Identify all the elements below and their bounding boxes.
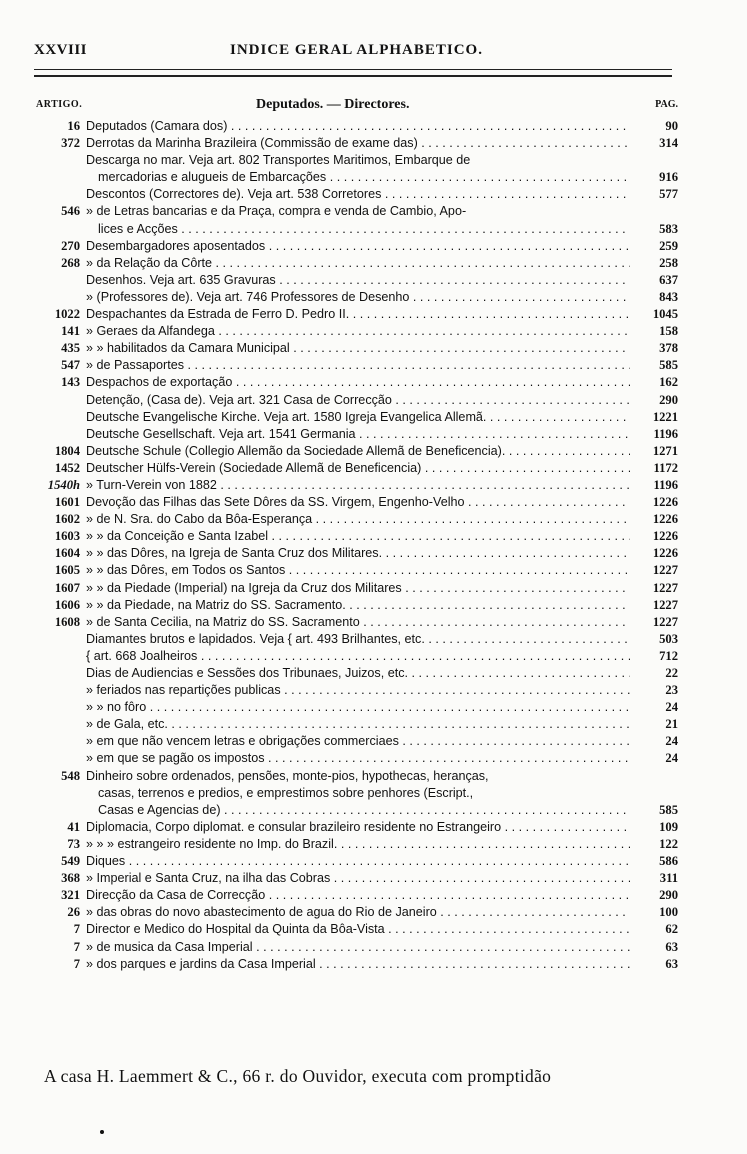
page-ref: 109 [659,819,678,834]
index-entry [34,255,678,272]
entry-text: Deutscher Hülfs-Verein (Sociedade Allemã de Beneficencia) . . . [86,460,630,477]
page-ref: 63 [665,956,678,971]
page-ref: 583 [659,221,678,236]
ink-dot [100,1130,104,1134]
article-number: 73 [67,836,80,851]
page-ref: 1045 [652,307,678,322]
entry-text: » de Passaportes . . . [86,357,630,374]
page-ref: 1226 [652,512,678,527]
article-number: 1804 [54,443,80,458]
page-ref: 158 [659,324,678,339]
index-entry [34,750,678,767]
entry-text: » » da Conceição e Santa Izabel . . . [86,528,630,545]
entry-text: » » das Dôres, na Igreja de Santa Cruz dos Militares. . . . [86,545,630,562]
index-entry [34,956,678,973]
page-ref: 916 [659,170,678,185]
page-ref: 1227 [652,614,678,629]
index-entry [34,597,678,614]
entry-text: Deutsche Schule (Collegio Allemão da Sociedade Allemã de Beneficencia). . . . [86,443,630,460]
header-rule-thin [34,69,672,70]
index-entry [34,118,678,135]
index-entry [34,887,678,904]
page-ref: 1172 [653,460,678,475]
entry-text: Descontos (Correctores de). Veja art. 538 Corretores . . . [86,186,630,203]
article-number: 143 [61,375,80,390]
article-number: 268 [61,255,80,270]
article-number: 1608 [54,614,80,629]
page-ref: 290 [659,888,678,903]
index-entry [34,768,678,785]
entry-text: » Imperial e Santa Cruz, na ilha das Cobras . . . [86,870,630,887]
index-entry [34,426,678,443]
article-number: 321 [61,888,80,903]
entry-text: » Geraes da Alfandega . . . [86,323,630,340]
index-entry [34,802,678,819]
index-entry [34,306,678,323]
entry-text: » de musica da Casa Imperial . . . [86,939,630,956]
page-ref: 259 [659,238,678,253]
index-entry [34,221,678,238]
index-entry [34,939,678,956]
article-number: 7 [73,956,80,971]
index-entry [34,870,678,887]
index-entry [34,494,678,511]
page-ref: 258 [659,255,678,270]
entry-text: Diques . . . [86,853,630,870]
article-number: 7 [73,922,80,937]
entry-text: » » da Piedade (Imperial) na Igreja da Cruz dos Militares . . . [86,580,630,597]
page-ref: 63 [665,939,678,954]
index-entries [34,118,678,973]
index-entry [34,648,678,665]
article-number: 26 [67,905,80,920]
entry-text: » de Santa Cecilia, na Matriz do SS. Sacramento . . . [86,614,630,631]
article-number: 1601 [54,495,80,510]
page-ref: 1227 [652,597,678,612]
index-entry [34,682,678,699]
entry-text: » » da Piedade, na Matriz do SS. Sacramento. . . . [86,597,630,614]
article-number: 1022 [54,307,80,322]
index-entry [34,699,678,716]
page-ref: 503 [659,631,678,646]
page-ref: 637 [659,272,678,287]
entry-text: » em que se pagão os impostos . . . [86,750,630,767]
entry-text: Deutsche Gesellschaft. Veja art. 1541 Germania . . . [86,426,630,443]
page-ref: 1226 [652,546,678,561]
entry-text: Descarga no mar. Veja art. 802 Transportes Maritimos, Embarque de [86,153,471,168]
page-ref: 1196 [653,477,678,492]
index-entry [34,392,678,409]
entry-text: Despachantes da Estrada de Ferro D. Pedro II. . . . [86,306,630,323]
article-number: 7 [73,939,80,954]
entry-text: Devoção das Filhas das Sete Dôres da SS. Virgem, Engenho-Velho . . . [86,494,630,511]
page-ref: 585 [659,358,678,373]
index-entry [34,528,678,545]
article-number: 41 [67,819,80,834]
entry-text: mercadorias e alugueis de Embarcações . . . [98,169,630,186]
entry-text: Desenhos. Veja art. 635 Gravuras . . . [86,272,630,289]
index-entry [34,152,678,169]
page-number: XXVIII [34,42,88,58]
page-ref: 1221 [652,409,678,424]
index-entry [34,460,678,477]
index-entry [34,921,678,938]
article-number: 270 [61,238,80,253]
article-number: 1452 [54,460,80,475]
index-entry [34,904,678,921]
entry-text: Deputados (Camara dos) . . . [86,118,630,135]
article-number: 1606 [54,597,80,612]
page-ref: 712 [659,648,678,663]
column-headers [34,99,678,117]
entry-text: Diamantes brutos e lapidados. Veja { art. 493 Brilhantes, etc. . . . [86,631,630,648]
page-ref: 1271 [652,443,678,458]
page-ref: 378 [659,341,678,356]
entry-text: » de N. Sra. do Cabo da Bôa-Esperança . . . [86,511,630,528]
index-entry [34,511,678,528]
entry-text: » em que não vencem letras e obrigações commerciaes . . . [86,733,630,750]
index-entry [34,374,678,391]
index-entry [34,819,678,836]
index-entry [34,443,678,460]
article-number: 1605 [54,563,80,578]
page-ref: 311 [659,871,678,886]
index-entry [34,135,678,152]
entry-text: » » no fôro . . . [86,699,630,716]
index-entry [34,323,678,340]
page-header [34,42,674,66]
entry-text: » Turn-Verein von 1882 . . . [86,477,630,494]
entry-text: » » habilitados da Camara Municipal . . . [86,340,630,357]
page-ref: 1226 [652,529,678,544]
article-number: 1603 [54,529,80,544]
entry-text: Diplomacia, Corpo diplomat. e consular brazileiro residente no Estrangeiro . . . [86,819,630,836]
index-entry [34,545,678,562]
index-entry [34,665,678,682]
index-entry [34,340,678,357]
entry-text: Deutsche Evangelische Kirche. Veja art. 1580 Igreja Evangelica Allemã. . . . [86,409,630,426]
page-ref: 585 [659,802,678,817]
entry-text: Dias de Audiencias e Sessões dos Tribunaes, Juizos, etc. . . . [86,665,630,682]
index-entry [34,562,678,579]
page-ref: 314 [659,136,678,151]
page-ref: 24 [665,751,678,766]
page-ref: 62 [665,922,678,937]
article-number: 368 [61,871,80,886]
page-ref: 586 [659,854,678,869]
page-ref: 1227 [652,580,678,595]
page-title: INDICE GERAL ALPHABETICO. [230,42,483,58]
article-number: 547 [61,358,80,373]
entry-text: » » » estrangeiro residente no Imp. do Brazil. . . . [86,836,630,853]
entry-text: Director e Medico do Hospital da Quinta da Bôa-Vista . . . [86,921,630,938]
artigo-column-label: ARTIGO. [36,99,83,110]
section-heading: Deputados. — Directores. [256,97,410,112]
article-number: 16 [67,119,80,133]
index-entry [34,733,678,750]
page-ref: 122 [659,836,678,851]
article-number: 1540h [47,477,80,492]
entry-text: Derrotas da Marinha Brazileira (Commissão de exame das) . . . [86,135,630,152]
index-entry [34,853,678,870]
page-ref: 162 [659,375,678,390]
article-number: 141 [61,324,80,339]
index-entry [34,238,678,255]
index-entry [34,272,678,289]
index-entry [34,357,678,374]
index-entry [34,580,678,597]
page-ref: 1226 [652,495,678,510]
index-entry [34,409,678,426]
entry-text: » das obras do novo abastecimento de agua do Rio de Janeiro . . . [86,904,630,921]
entry-text: Detenção, (Casa de). Veja art. 321 Casa de Correcção . . . [86,392,630,409]
article-number: 372 [61,136,80,151]
page-ref: 22 [665,666,678,680]
entry-text: » feriados nas repartições publicas . . . [86,682,630,699]
index-entry [34,785,678,802]
article-number: 546 [61,204,80,219]
index-entry [34,836,678,853]
entry-text: » (Professores de). Veja art. 746 Professores de Desenho . . . [86,289,630,306]
entry-text: { art. 668 Joalheiros . . . [86,648,630,665]
entry-text: Direcção da Casa de Correcção . . . [86,887,630,904]
entry-text: lices e Acções . . . [98,221,630,238]
page-ref: 90 [665,119,678,133]
entry-text: casas, terrenos e predios, e emprestimos sobre penhores (Escript., [98,785,474,800]
page-ref: 290 [659,392,678,407]
index-entry [34,289,678,306]
index-entry [34,614,678,631]
header-rule-thick [34,75,672,77]
page-ref: 577 [659,187,678,202]
entry-text: Dinheiro sobre ordenados, pensões, monte-pios, hypothecas, heranças, [86,768,489,783]
page-ref: 21 [665,717,678,732]
entry-text: Despachos de exportação . . . [86,374,630,391]
article-number: 435 [61,341,80,356]
entry-text: » de Letras bancarias e da Praça, compra e venda de Cambio, Apo- [86,204,467,219]
entry-text: » » das Dôres, em Todos os Santos . . . [86,562,630,579]
article-number: 548 [61,768,80,783]
entry-text: » da Relação da Côrte . . . [86,255,630,272]
article-number: 1607 [54,580,80,595]
index-entry [34,186,678,203]
page-ref: 24 [665,734,678,749]
index-entry [34,631,678,648]
index-entry [34,169,678,186]
index-entry [34,203,678,220]
article-number: 549 [61,854,80,869]
article-number: 1602 [54,512,80,527]
page-ref: 843 [659,289,678,304]
entry-text: » dos parques e jardins da Casa Imperial . . . [86,956,630,973]
page-ref: 100 [659,905,678,920]
entry-text: » de Gala, etc. . . . [86,716,630,733]
page-ref: 23 [665,683,678,698]
pag-column-label: PAG. [655,99,678,110]
page-ref: 1196 [653,426,678,441]
index-entry [34,477,678,494]
index-entry [34,716,678,733]
page-ref: 1227 [652,563,678,578]
entry-text: Casas e Agencias de) . . . [98,802,630,819]
page-ref: 24 [665,700,678,715]
entry-text: Desembargadores aposentados . . . [86,238,630,255]
footer-advert: A casa H. Laemmert & C., 66 r. do Ouvidor, executa com promptidão [44,1066,552,1086]
article-number: 1604 [54,546,80,561]
